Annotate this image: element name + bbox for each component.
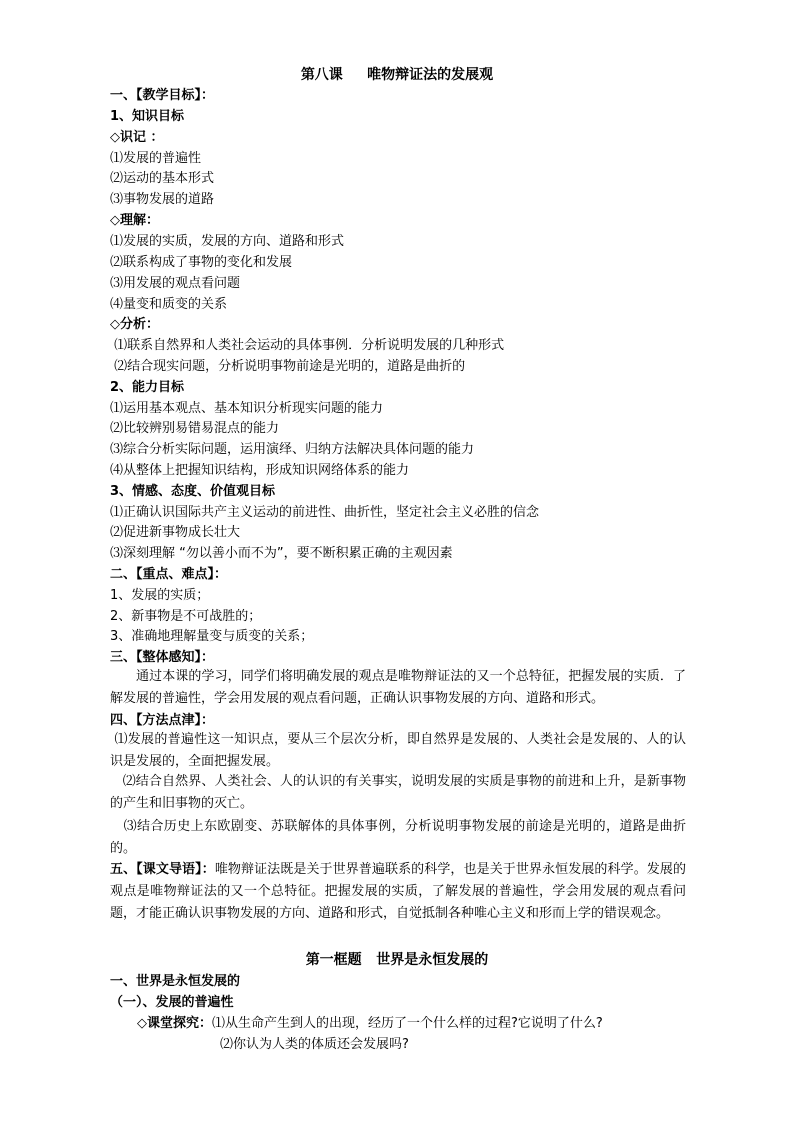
list-item: ⑴发展的普遍性 [110,151,202,166]
explore-question-2: ⑵你认为人类的体质还会发展吗? [220,1037,409,1052]
section-heading-keypoints: 二、【重点、难点】： [110,567,228,582]
explore-label: ◇课堂探究： [137,1016,212,1031]
section-heading-objectives: 一、【教学目标】： [110,88,215,103]
list-item: ⑴发展的实质，发展的方向、道路和形式 [110,234,345,249]
list-item: ⑵促进新事物成长壮大 [110,525,241,540]
list-item: ⑵结合现实问题，分析说明事物前途是光明的，道路是曲折的 [110,359,466,374]
subheading-understand: ◇理解： [110,213,159,228]
guide-paragraph [110,859,686,925]
list-item: ⑶事物发展的道路 [110,192,215,207]
lesson-subtitle: 第一框题 世界是永恒发展的 [305,952,489,968]
part-subheading: （一）、发展的普遍性 [110,995,234,1010]
list-item: ⑵联系构成了事物的变化和发展 [110,255,293,270]
list-item: ⑶深刻理解 “勿以善小而不为”，要不断积累正确的主观因素 [110,546,453,561]
list-item: 3、准确地理解量变与质变的关系； [110,629,314,644]
subheading-emotion: 3、情感、态度、价值观目标 [110,484,276,499]
method-paragraph-3: ⑶结合历史上东欧剧变、苏联解体的具体事例，分析说明事物发展的前途是光明的，道路是曲折的。 [110,819,686,856]
part-heading: 一、世界是永恒发展的 [110,974,241,989]
guide-text: 唯物辩证法既是关于世界普遍联系的科学，也是关于世界永恒发展的科学。发展的观点是唯物辩证法的又一个总特征。把握发展的实质，了解发展的普遍性，学会用发展的观点看问题，才能正确认识事物发展的方向、道路和形式，自觉抵制各种唯心主义和形而上学的错误观念。 [110,862,686,921]
list-item: ⑵运动的基本形式 [110,171,215,186]
subheading-ability: 2、能力目标 [110,380,185,395]
overview-paragraph: 通过本课的学习，同学们将明确发展的观点是唯物辩证法的又一个总特征，把握发展的实质．了解发展的普遍性，学会用发展的观点看问题，正确认识事物发展的方向、道路和形式。 [110,669,686,706]
explore-line [137,1015,603,1033]
list-item: ⑴运用基本观点、基本知识分析现实问题的能力 [110,401,384,416]
list-item: ⑴联系自然界和人类社会运动的具体事例．分析说明发展的几种形式 [110,338,505,353]
subheading-remember: ◇识记 ： [110,130,164,145]
list-item: ⑵比较辨别易错易混点的能力 [110,421,280,436]
section-heading-guide: 五、【课文导语】： [110,862,215,877]
subheading-knowledge: 1、知识目标 [110,109,185,124]
method-paragraph-1: ⑴发展的普遍性这一知识点，要从三个层次分析，即自然界是发展的、人类社会是发展的、人的认识是发展的，全面把握发展。 [110,732,686,769]
list-item: ⑷量变和质变的关系 [110,297,228,312]
list-item: 1、发展的实质； [110,588,210,603]
section-heading-overview: 三、【整体感知】： [110,650,215,665]
list-item: ⑷从整体上把握知识结构，形成知识网络体系的能力 [110,463,410,478]
section-heading-method: 四、【方法点津】： [110,713,215,728]
list-item: ⑶综合分析实际问题，运用演绎、归纳方法解决具体问题的能力 [110,442,475,457]
page-title: 第八课 唯物辩证法的发展观 [300,67,494,83]
explore-question-1: ⑴从生命产生到人的出现，经历了一个什么样的过程?它说明了什么? [212,1016,603,1031]
method-paragraph-2: ⑵结合自然界、人类社会、人的认识的有关事实，说明发展的实质是事物的前进和上升，是新事物的产生和旧事物的灭亡。 [110,774,686,811]
list-item: ⑴正确认识国际共产主义运动的前进性、曲折性，坚定社会主义必胜的信念 [110,505,540,520]
list-item: 2、新事物是不可战胜的； [110,609,262,624]
subheading-analyze: ◇分析： [110,317,159,332]
list-item: ⑶用发展的观点看问题 [110,276,241,291]
